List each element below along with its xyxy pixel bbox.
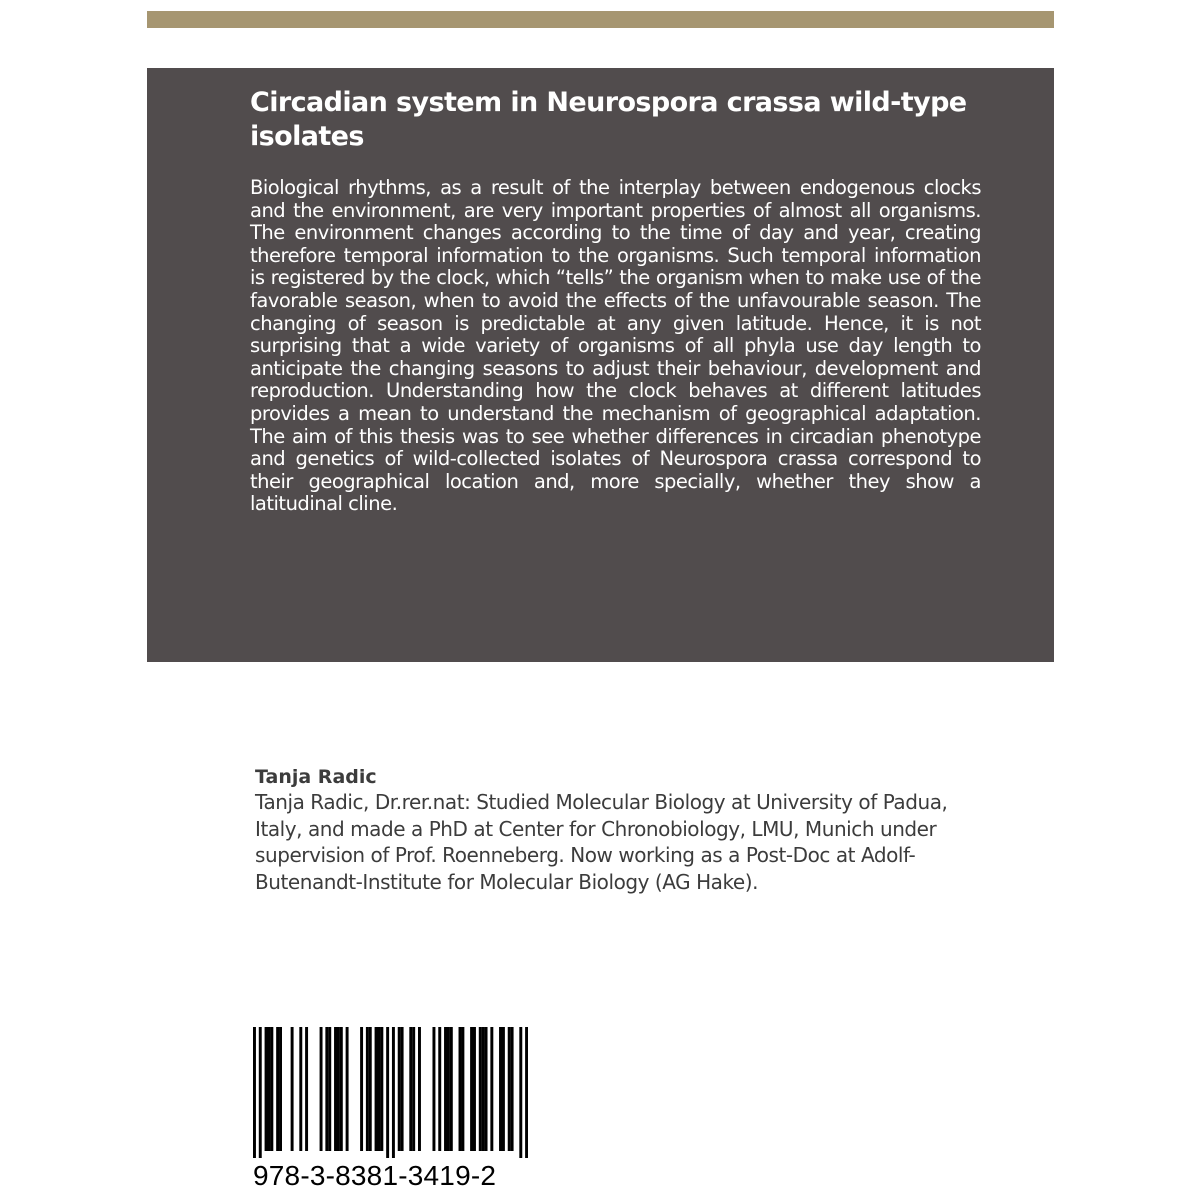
barcode-bar: [299, 1027, 302, 1151]
barcode-bar: [328, 1027, 331, 1151]
barcode-bar: [508, 1027, 511, 1151]
barcode-bar: [490, 1027, 493, 1151]
barcode-bar: [337, 1027, 340, 1151]
author-bio: Tanja Radic, Dr.rer.nat: Studied Molecular Biology at University of Padua, Italy, and made a PhD at Center for Chronobiology, LMU, Munich under supervision of Prof. Roenneberg. Now working as a Post-Doc at Adolf-Butenandt-Institute for Molecular Biology (AG Hake).: [255, 790, 948, 894]
barcode-bar: [377, 1027, 380, 1151]
barcode-bar: [291, 1027, 294, 1151]
barcode-bar: [418, 1027, 421, 1151]
book-summary: Biological rhythms, as a result of the interplay between endogenous clocks and the environment, are very important properties of almost all organisms. The environment changes according to the time of day and year, creating therefore temporal information to the organisms. Such temporal information is registered by the clock, which “tells” the organism when to make use of the favorable season, when to avoid the effects of the unfavourable season. The changing of season is predictable at any given latitude. Hence, it is not surprising that a wide variety of organisms of all phyla use day length to anticipate the changing seasons to adjust their behaviour, development and reproduction. Understanding how the clock behaves at different latitudes provides a mean to understand the mechanism of geographical adaptation. The aim of this thesis was to see whether differences in circadian phenotype and genetics of wild-collected isolates of Neurospora crassa correspond to their geographical location and, more specially, whether they show a latitudinal cline.: [250, 176, 981, 516]
barcode-bar: [366, 1027, 369, 1151]
barcode-bar: [398, 1027, 401, 1151]
author-name: Tanja Radic: [255, 766, 377, 788]
barcode-bar: [432, 1027, 435, 1151]
barcode-bar: [438, 1027, 441, 1151]
barcode-bar: [276, 1027, 279, 1151]
barcode-bar: [412, 1027, 415, 1151]
barcode-bar: [375, 1027, 378, 1151]
barcode-bar: [479, 1027, 482, 1151]
barcode-bar: [511, 1027, 514, 1151]
barcode-bar: [265, 1027, 268, 1151]
barcode-bar: [253, 1027, 256, 1158]
barcode-bar: [409, 1027, 412, 1151]
barcode-bar: [461, 1027, 464, 1151]
barcode-bar: [279, 1027, 282, 1151]
barcode-bar: [346, 1027, 349, 1151]
barcode-bar: [270, 1027, 273, 1151]
isbn-number: 978-3-8381-3419-2: [253, 1160, 497, 1191]
book-title: Circadian system in Neurospora crassa wild-type isolates: [250, 87, 967, 152]
barcode-bar: [502, 1027, 505, 1151]
barcode-bar: [386, 1027, 389, 1158]
barcode-bar: [259, 1027, 262, 1158]
barcode-bar: [485, 1027, 488, 1151]
barcode-bar: [320, 1027, 323, 1151]
barcode-bar: [267, 1027, 270, 1151]
barcode-bar: [499, 1027, 502, 1151]
barcode-bar: [447, 1027, 450, 1151]
barcode-bar: [325, 1027, 328, 1151]
accent-bar: [147, 11, 1054, 28]
barcode-bar: [519, 1027, 522, 1158]
barcode-bar: [444, 1027, 447, 1151]
barcode-bar: [369, 1027, 372, 1151]
barcode-bar: [482, 1027, 485, 1151]
barcode-bar: [340, 1027, 343, 1151]
barcode-bar: [360, 1027, 363, 1151]
barcode-bar: [401, 1027, 404, 1151]
isbn-barcode: [253, 1027, 528, 1158]
barcode-bar: [392, 1027, 395, 1158]
barcode-bar: [459, 1027, 462, 1151]
barcode-bar: [334, 1027, 337, 1151]
barcode-bar: [380, 1027, 383, 1151]
barcode-bar: [473, 1027, 476, 1151]
barcode-bar: [450, 1027, 453, 1151]
barcode-bar: [470, 1027, 473, 1151]
barcode-bar: [525, 1027, 528, 1158]
barcode-bar: [305, 1027, 308, 1151]
